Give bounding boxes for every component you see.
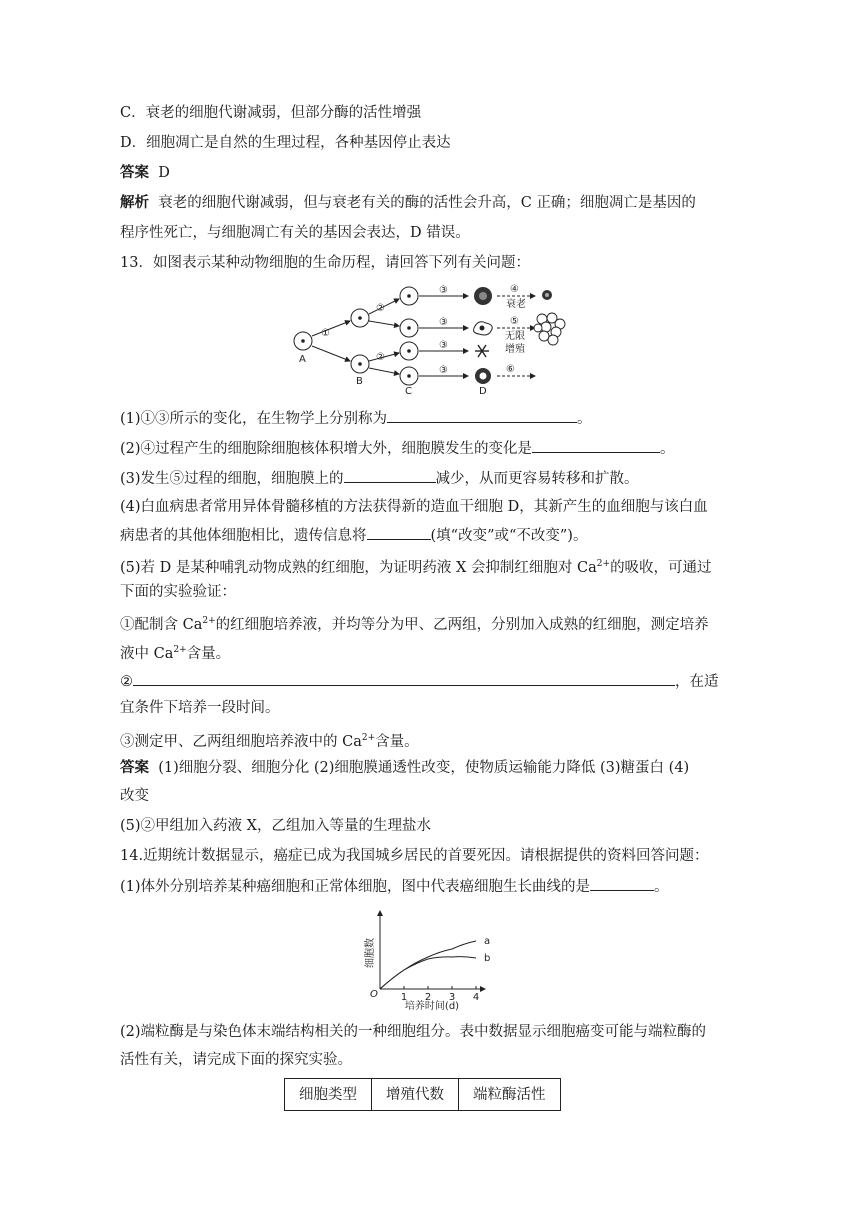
q14-part-1 (120, 875, 669, 897)
growth-curve-chart (360, 905, 510, 1015)
question-14-title: 14.近期统计数据显示，癌症已成为我国城乡居民的首要死因。请根据提供的资料回答问题： (120, 848, 709, 864)
step-1-text-c: 液中 Ca (120, 645, 174, 662)
q13-part-3-text-b: 减少，从而更容易转移和扩散。 (435, 471, 639, 487)
q13-part-2-text: (2)④过程产生的细胞除细胞核体积增大外，细胞膜发生的变化是 (120, 441, 533, 457)
q14-part-1-end: 。 (654, 879, 669, 895)
q13-part-5-line-2: 下面的实验验证： (120, 584, 236, 600)
differentiated-cell-icon (475, 345, 489, 357)
cell-cluster-icon (534, 313, 565, 345)
step-3-a: ③ (439, 285, 448, 296)
answer-blank-5[interactable] (133, 670, 675, 686)
superscript: 2+ (202, 616, 216, 626)
answer-blank-2[interactable] (532, 437, 660, 453)
x-axis-label: 培养时间(d) (404, 1001, 460, 1012)
unlimited-label-2: 增殖 (505, 344, 525, 355)
cancer-cell-icon (474, 322, 493, 335)
cell-d-icon (475, 368, 491, 384)
answer-line-2 (120, 758, 689, 778)
step-2-line-1 (120, 670, 719, 692)
explanation-text-1: 衰老的细胞代谢减弱，但与衰老有关的酶的活性会升高，C 正确；细胞凋亡是基因的 (158, 195, 696, 211)
aging-label: 衰老 (506, 299, 526, 310)
y-axis-label: 细胞数 (365, 938, 376, 968)
unlimited-label-1: 无限 (505, 331, 525, 342)
step-3-d: ③ (439, 365, 448, 376)
q13-part-2 (120, 437, 675, 459)
answer-line-4: (5)②甲组加入药液 X，乙组加入等量的生理盐水 (120, 818, 431, 834)
answer-blank-4[interactable] (367, 524, 431, 540)
q13-part-1-end: 。 (577, 411, 592, 427)
q13-part-4-line-2 (120, 524, 587, 546)
step-1: ① (321, 328, 330, 339)
explanation-line-2: 程序性死亡，与细胞凋亡有关的基因会表达，D 错误。 (120, 225, 470, 241)
q13-part-4-text-b: 病患者的其他体细胞相比，遗传信息将 (120, 528, 367, 544)
step-1-text-a: ①配制含 Ca (120, 616, 203, 633)
answer-text-2a: (1)细胞分裂、细胞分化 (2)细胞膜通透性改变，使物质运输能力降低 (3)糖蛋白 (4) (158, 760, 690, 776)
step-3-b: ③ (439, 317, 448, 328)
telomerase-table (284, 1078, 561, 1111)
question-13-title: 13．如图表示某种动物细胞的生命历程，请回答下列有关问题： (120, 255, 530, 271)
option-d: D．细胞凋亡是自然的生理过程，各种基因停止表达 (120, 135, 451, 151)
x-tick-label: 2 (424, 992, 432, 1003)
answer-blank-6[interactable] (590, 875, 654, 891)
table-header-cell-type: 细胞类型 (285, 1079, 372, 1111)
q13-part-1 (120, 407, 592, 429)
step-1-line-2 (120, 640, 230, 664)
q13-part-3 (120, 467, 639, 489)
step-3-text-b: 含量。 (375, 733, 419, 750)
table-header-telomerase: 端粒酶活性 (459, 1079, 561, 1111)
answer-blank-1[interactable] (387, 407, 577, 423)
step-1-text-d: 含量。 (186, 645, 231, 662)
step-5: ⑤ (510, 316, 519, 327)
step-2-marker: ② (120, 674, 133, 690)
q13-part-5-text-b: 的吸收，可通过 (610, 559, 712, 576)
step-2-bottom: ② (376, 352, 385, 363)
label-d: D (479, 386, 487, 397)
origin-label: O (370, 989, 378, 1000)
q14-part-2-line-2: 活性有关，请完成下面的探究实验。 (120, 1052, 352, 1068)
answer-line-3: 改变 (120, 788, 149, 804)
superscript: 2+ (596, 559, 611, 569)
explanation-label: 解析 (120, 194, 149, 211)
q13-part-4-text-c: (填“改变”或“不改变”)。 (430, 528, 588, 544)
aged-cell-icon (474, 287, 492, 305)
answer-value: D (158, 165, 170, 181)
explanation-line-1 (120, 193, 696, 213)
step-3-text-a: ③测定甲、乙两组细胞培养液中的 Ca (120, 733, 362, 750)
series-label-a: a (484, 936, 491, 947)
cell-life-diagram (290, 283, 570, 398)
table-header-generations: 增殖代数 (372, 1079, 459, 1111)
series-line-a (380, 941, 476, 989)
step-3-line (120, 728, 419, 752)
q13-part-5-line-1 (120, 554, 712, 578)
q13-part-4-line-1: (4)白血病患者常用异体骨髓移植的方法获得新的造血干细胞 D，其新产生的血细胞与该白血 (120, 499, 708, 515)
x-tick-label: 4 (472, 992, 480, 1003)
q13-part-5-text-a: (5)若 D 是某种哺乳动物成熟的红细胞，为证明药液 X 会抑制红细胞对 Ca (120, 559, 597, 576)
x-tick-label: 1 (400, 992, 408, 1003)
option-c: C．衰老的细胞代谢减弱，但部分酶的活性增强 (120, 105, 422, 121)
label-a: A (299, 354, 306, 365)
series-line-b (380, 957, 476, 989)
shrunken-cell-icon (542, 290, 552, 300)
step-6: ⑥ (506, 364, 515, 375)
step-4: ④ (510, 284, 519, 295)
step-2-line-2: 宜条件下培养一段时间。 (120, 700, 280, 716)
q13-part-1-text: (1)①③所示的变化，在生物学上分别称为 (120, 411, 388, 427)
q13-part-3-text-a: (3)发生⑤过程的细胞，细胞膜上的 (120, 471, 344, 487)
step-2-text-b: ，在适 (675, 674, 719, 690)
label-b: B (356, 376, 363, 387)
q14-part-2-line-1: (2)端粒酶是与染色体末端结构相关的一种细胞组分。表中数据显示细胞癌变可能与端粒酶的 (120, 1024, 707, 1040)
answer-blank-3[interactable] (344, 467, 436, 483)
step-1-line-1 (120, 611, 709, 635)
step-2-top: ② (376, 303, 385, 314)
series-label-b: b (484, 953, 491, 964)
step-1-text-b: 的红细胞培养液，并均等分为甲、乙两组，分别加入成熟的红细胞，测定培养 (215, 616, 709, 633)
answer-label-2: 答案 (120, 759, 149, 776)
label-c: C (405, 386, 412, 397)
q14-part-1-text: (1)体外分别培养某种癌细胞和正常体细胞，图中代表癌细胞生长曲线的是 (120, 879, 591, 895)
x-tick-label: 3 (448, 992, 456, 1003)
superscript: 2+ (173, 645, 187, 655)
answer-label: 答案 (120, 164, 149, 181)
answer-line-1 (120, 163, 170, 183)
step-3-c: ③ (439, 340, 448, 351)
q13-part-2-end: 。 (660, 441, 675, 457)
superscript: 2+ (361, 733, 376, 743)
